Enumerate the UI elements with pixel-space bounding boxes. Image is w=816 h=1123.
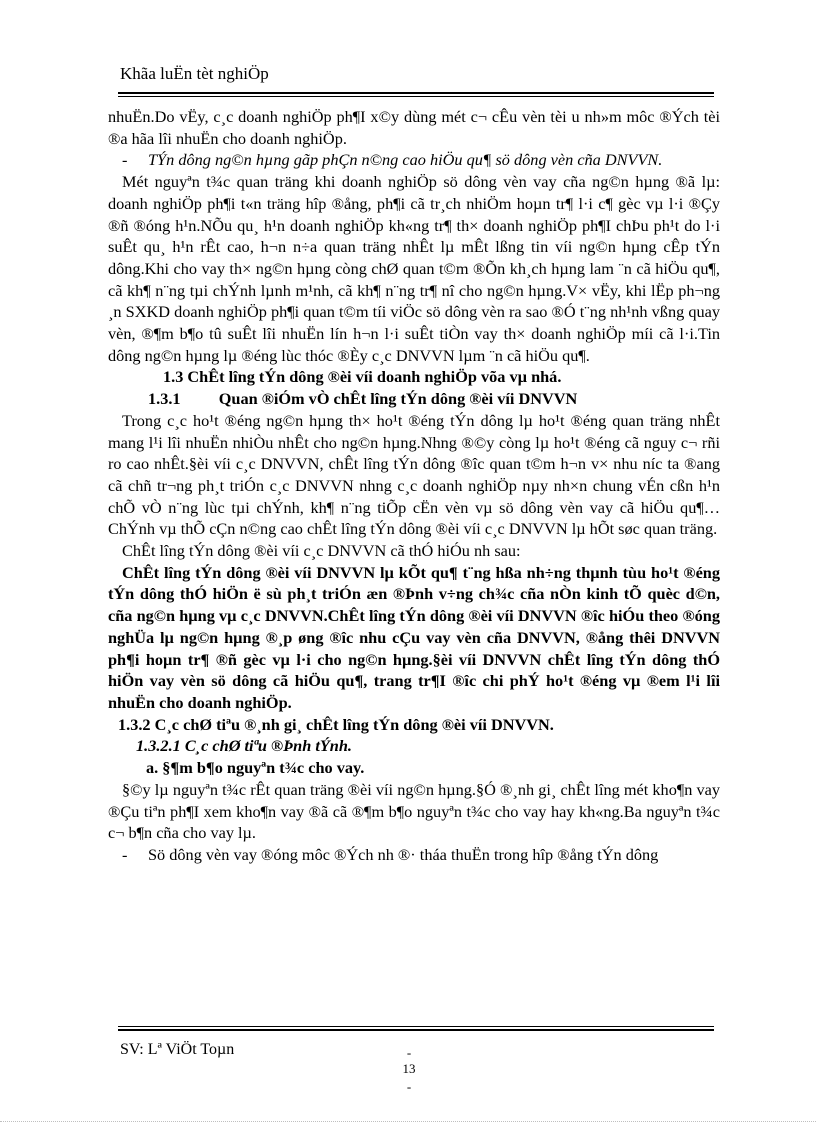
heading-title: Quan ®iÓm vÒ chÊt lîng tÝn dông ®èi víi DNVVN — [218, 389, 578, 409]
heading-number: 1.3.1 — [148, 389, 181, 409]
bullet-item — [108, 149, 720, 171]
footer-rule — [118, 1029, 714, 1031]
section-heading-1-3-1 — [108, 388, 720, 410]
paragraph-bold: ChÊt lîng tÝn dông ®èi víi DNVVN lµ kÕt qu¶ t¨ng hßa nh÷ng thµnh tùu ho¹t ®éng tÝn dông thÓ hiÖn ë sù ph¸t triÓn æn ®Þnh v÷ng ch¾c cña nÒn kinh tÕ quèc d©n, cña ng©n hµng vµ c¸c DNVVN.ChÊt lîng tÝn dông ®èi víi DNVVN ®îc hiÓu theo ®óng nghÜa lµ ng©n hµng ®¸p øng ®îc nhu cÇu vay vèn cña DNVVN, ®ång thêi DNVVN ph¶i hoµn tr¶ ®ñ gèc vµ l·i cho ng©n hµng.§èi víi DNVVN chÊt lîng tÝn dông thÓ hiÖn vay vèn sö dông cã hiÖu qu¶, trang tr¶I ®îc chi phÝ ho¹t ®éng vµ ®em l¹i lîi nhuËn cho doanh nghiÖp. — [108, 562, 720, 712]
paragraph: Trong c¸c ho¹t ®éng ng©n hµng th× ho¹t ®éng tÝn dông lµ ho¹t ®éng quan träng nhÊt mang l¹i lîi nhuËn nhiÒu nhÊt cho ng©n hµng.Nhng ®©y còng lµ ho¹t ®éng cã nguy c¬ rñi ro cao nhÊt.§èi víi c¸c DNVVN, chÊt lîng tÝn dông ®îc quan t©m h¬n v× nhu níc ta ®ang cã chñ tr¬ng ph¸t triÓn c¸c DNVVN nhng c¸c doanh nghiÖp nµy nh×n chung vÉn cßn h¹n chÕ vÒ n¨ng lùc tµi chÝnh, kh¶ n¨ng tiÕp cËn vèn vµ sö dông vèn vay cã hiÖu qu¶…ChÝnh vµ thÕ cÇn n©ng cao chÊt lîng tÝn dông ®èi víi c¸c DNVVN lµ hÕt søc quan träng. — [108, 410, 720, 539]
section-heading-1-3-2-1: 1.3.2.1 C¸c chØ tiªu ®Þnh tÝnh. — [136, 736, 352, 756]
document-body — [108, 106, 720, 866]
footer-student-name: SV: Lª ViÖt Toµn — [120, 1041, 235, 1058]
subheading-a: a. §¶m b¶o nguyªn t¾c cho vay. — [146, 758, 365, 778]
paragraph: Mét nguyªn t¾c quan träng khi doanh nghiÖp sö dông vèn vay cña ng©n hµng ®ã lµ: doanh nghiÖp ph¶i t«n träng hîp ®ång, ph¶i cã tr¸ch nhiÖm hoµn tr¶ l·i c¶ gèc vµ l·i ®Çy ®ñ ®óng h¹n.NÕu qu¸ h¹n doanh nghiÖp kh«ng tr¶ th× doanh nghiÖp ph¶I chÞu ph¹t do l·i suÊt qu¸ h¹n rÊt cao, h¬n n÷a quan träng nhÊt lµ mÊt lßng tin víi ng©n hµng cÊp tÝn dông.Khi cho vay th× ng©n hµng còng chØ quan t©m ®Õn kh¸ch hµng lam ¨n cã hiÖu qu¶, cã kh¶ n¨ng tµi chÝnh lµnh m¹nh, cã kh¶ n¨ng tr¶ nî cho ng©n hµng.V× vËy, khi lËp ph¬ng ¸n SXKD doanh nghiÖp ph¶i quan t©m tíi viÖc sö dông vèn ra sao ®Ó t¨ng nh¹nh vßng quay vèn, ®¶m b¶o tû suÊt lîi nhuËn lín h¬n l·i suÊt tiÒn vay th× doanh nghiÖp míi cã l·i.Tin dông ng©n hµng lµ ®éng lùc thóc ®Èy c¸c DNVVN lµm ¨n cã hiÖu qu¶. — [108, 172, 720, 365]
paragraph: §©y lµ nguyªn t¾c rÊt quan träng ®èi víi ng©n hµng.§Ó ®¸nh gi¸ chÊt lîng mét kho¶n vay ®Çu tiªn ph¶I xem kho¶n vay ®ã cã ®¶m b¶o nguyªn t¾c cho vay hay kh«ng.Ba nguyªn t¾c c¬ b¶n cña cho vay lµ. — [108, 779, 720, 843]
bullet-dash: - — [122, 844, 128, 864]
header-rule-thin — [118, 96, 714, 97]
footer-dash-top: - — [406, 1045, 412, 1060]
footer-rule-thin — [118, 1026, 714, 1027]
header-title: Khãa luËn tèt nghiÖp — [120, 64, 269, 83]
paragraph: ChÊt lîng tÝn dông ®èi víi c¸c DNVVN cã thÓ hiÓu nh sau: — [122, 541, 521, 561]
bullet-text: Sö dông vèn vay ®óng môc ®Ých nh ®· tháa thuËn trong hîp ®ång tÝn dông — [148, 844, 659, 864]
bullet-dash: - — [122, 150, 128, 170]
page-number: 13 — [402, 1061, 416, 1076]
paragraph: nhuËn.Do vËy, c¸c doanh nghiÖp ph¶I x©y dùng mét c¬ cÊu vèn tèi u nh»m môc ®Ých tèi ®a hãa lîi nhuËn cho doanh nghiÖp. — [108, 107, 720, 148]
section-heading-1-3-2: 1.3.2 C¸c chØ tiªu ®¸nh gi¸ chÊt lîng tÝn dông ®èi víi DNVVN. — [118, 714, 554, 734]
section-heading-1-3: 1.3 ChÊt lîng tÝn dông ®èi víi doanh nghiÖp võa vµ nhá. — [163, 367, 562, 387]
bullet-item — [108, 844, 720, 866]
bullet-text: TÝn dông ng©n hµng gãp phÇn n©ng cao hiÖu qu¶ sö dông vèn cña DNVVN. — [148, 150, 663, 170]
footer-dash-bottom: - — [406, 1079, 412, 1094]
header-rule — [118, 92, 714, 94]
page-edge-divider — [0, 1121, 816, 1122]
